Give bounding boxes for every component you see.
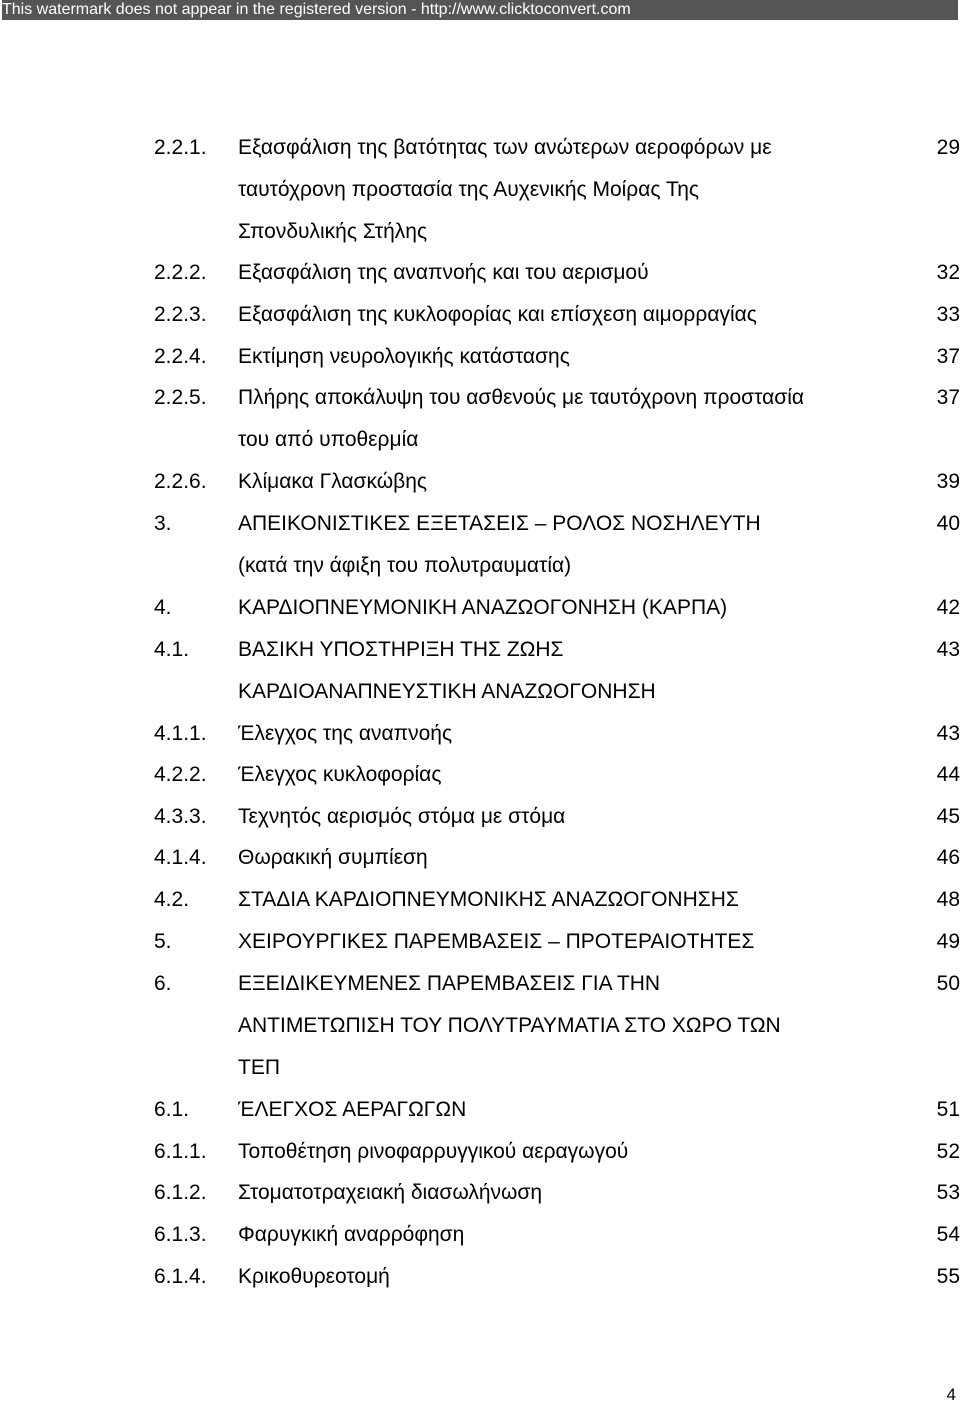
- page-number: 4: [946, 1385, 956, 1404]
- toc-entry-title: ΧΕΙΡΟΥΡΓΙΚΕΣ ΠΑΡΕΜΒΑΣΕΙΣ – ΠΡΟΤΕΡΑΙΟΤΗΤΕΣ: [238, 930, 755, 953]
- toc-entry: [0, 425, 960, 455]
- toc-entry-page: 46: [936, 846, 960, 869]
- toc-entry-number: 2.2.3.: [154, 303, 207, 326]
- toc-entry-number: 6.1.3.: [154, 1223, 207, 1246]
- toc-entry-title: Έλεγχος της αναπνοής: [238, 722, 453, 745]
- toc-entry-number: 2.2.2.: [154, 261, 207, 284]
- toc-entry-number: 4.: [154, 596, 172, 619]
- toc-entry-number: 6.1.: [154, 1098, 190, 1121]
- toc-entry-page: 43: [936, 638, 960, 661]
- watermark-link[interactable]: http://www.clicktoconvert.com: [420, 1, 631, 18]
- toc-entry-number: 5.: [154, 930, 172, 953]
- toc-entry-page: 33: [936, 303, 960, 326]
- toc-entry-page: 37: [936, 345, 960, 368]
- toc-entry: [0, 969, 960, 999]
- toc-entry: [0, 509, 960, 539]
- toc-entry-title: Φαρυγκική αναρρόφηση: [238, 1223, 465, 1246]
- toc-entry: [0, 677, 960, 707]
- toc-entry-number: 6.1.4.: [154, 1265, 207, 1288]
- toc-entry-title: του από υποθερμία: [238, 428, 419, 451]
- toc-entry-page: 51: [936, 1098, 960, 1121]
- toc-entry-title: ΚΑΡΔΙΟΑΝΑΠΝΕΥΣΤΙΚΗ ΑΝΑΖΩΟΓΟΝΗΣΗ: [238, 680, 656, 703]
- toc-entry: [0, 635, 960, 665]
- toc-entry-number: 6.1.1.: [154, 1140, 207, 1163]
- toc-entry-title: Στοματοτραχειακή διασωλήνωση: [238, 1181, 543, 1204]
- toc-entry: [0, 133, 960, 163]
- toc-entry: [0, 1220, 960, 1250]
- toc-entry: [0, 175, 960, 205]
- toc-entry-number: 6.1.2.: [154, 1181, 207, 1204]
- toc-entry-page: 48: [936, 888, 960, 911]
- toc-entry: [0, 551, 960, 581]
- toc-entry-number: 3.: [154, 512, 172, 535]
- toc-entry: [0, 1011, 960, 1041]
- toc-entry-page: 29: [936, 136, 960, 159]
- toc-entry-page: 50: [936, 972, 960, 995]
- toc-entry-page: 55: [936, 1265, 960, 1288]
- toc-entry-number: 2.2.5.: [154, 386, 207, 409]
- toc-entry-page: 54: [936, 1223, 960, 1246]
- toc-entry-page: 52: [936, 1140, 960, 1163]
- toc-entry: [0, 383, 960, 413]
- toc-entry: [0, 927, 960, 957]
- toc-entry-page: 32: [936, 261, 960, 284]
- toc-entry-title: Τοποθέτηση ρινοφαρρυγγικού αεραγωγού: [238, 1140, 629, 1163]
- toc-entry-title: ΤΕΠ: [238, 1056, 280, 1079]
- toc-entry-number: 4.1.4.: [154, 846, 207, 869]
- toc-entry-title: Εκτίμηση νευρολογικής κατάστασης: [238, 345, 570, 368]
- toc-entry-page: 44: [936, 763, 960, 786]
- toc-entry: [0, 300, 960, 330]
- toc-entry-title: Κρικοθυρεοτομή: [238, 1265, 390, 1288]
- watermark-banner: [2, 0, 958, 20]
- toc-entry-number: 4.2.2.: [154, 763, 207, 786]
- toc-entry-title: ΕΞΕΙΔΙΚΕΥΜΕΝΕΣ ΠΑΡΕΜΒΑΣΕΙΣ ΓΙΑ ΤΗΝ: [238, 972, 661, 995]
- toc-entry-number: 4.1.1.: [154, 722, 207, 745]
- toc-entry-page: 42: [936, 596, 960, 619]
- toc-entry-title: ΣΤΑΔΙΑ ΚΑΡΔΙΟΠΝΕΥΜΟΝΙΚΗΣ ΑΝΑΖΩΟΓΟΝΗΣΗΣ: [238, 888, 739, 911]
- toc-entry: [0, 1053, 960, 1083]
- toc-entry-number: 2.2.4.: [154, 345, 207, 368]
- toc-entry-title: Εξασφάλιση της βατότητας των ανώτερων αεροφόρων με: [238, 136, 772, 159]
- toc-entry: [0, 217, 960, 247]
- toc-entry: [0, 258, 960, 288]
- toc-entry-page: 43: [936, 722, 960, 745]
- toc-entry-title: (κατά την άφιξη του πολυτραυματία): [238, 554, 572, 577]
- toc-entry: [0, 1178, 960, 1208]
- toc-entry-title: ΈΛΕΓΧΟΣ ΑΕΡΑΓΩΓΩΝ: [238, 1098, 467, 1121]
- toc-entry-title: ΒΑΣΙΚΗ ΥΠΟΣΤΗΡΙΞΗ ΤΗΣ ΖΩΗΣ: [238, 638, 564, 661]
- toc-entry-page: 40: [936, 512, 960, 535]
- toc-entry-page: 37: [936, 386, 960, 409]
- toc-entry-title: Εξασφάλιση της κυκλοφορίας και επίσχεση αιμορραγίας: [238, 303, 757, 326]
- toc-entry: [0, 1095, 960, 1125]
- toc-entry-title: Σπονδυλικής Στήλης: [238, 220, 428, 243]
- toc-entry-number: 4.1.: [154, 638, 190, 661]
- toc-entry-title: ΑΠΕΙΚΟΝΙΣΤΙΚΕΣ ΕΞΕΤΑΣΕΙΣ – ΡΟΛΟΣ ΝΟΣΗΛΕΥΤΗ: [238, 512, 761, 535]
- toc-entry: [0, 1137, 960, 1167]
- toc-entry: [0, 802, 960, 832]
- toc-entry-title: Θωρακική συμπίεση: [238, 846, 428, 869]
- toc-entry: [0, 885, 960, 915]
- toc-entry: [0, 760, 960, 790]
- toc-entry-number: 4.3.3.: [154, 805, 207, 828]
- toc-entry: [0, 719, 960, 749]
- toc-entry-title: Έλεγχος κυκλοφορίας: [238, 763, 442, 786]
- toc-entry-page: 53: [936, 1181, 960, 1204]
- toc-entry-title: ΚΑΡΔΙΟΠΝΕΥΜΟΝΙΚΗ ΑΝΑΖΩΟΓΟΝΗΣΗ (ΚΑΡΠΑ): [238, 596, 728, 619]
- toc-entry: [0, 342, 960, 372]
- toc-entry-title: ΑΝΤΙΜΕΤΩΠΙΣΗ ΤΟΥ ΠΟΛΥΤΡΑΥΜΑΤΙΑ ΣΤΟ ΧΩΡΟ ΤΩΝ: [238, 1014, 781, 1037]
- toc-entry-title: ταυτόχρονη προστασία της Αυχενικής Μοίρας Της: [238, 178, 700, 201]
- toc-entry-page: 49: [936, 930, 960, 953]
- toc-entry-title: Εξασφάλιση της αναπνοής και του αερισμού: [238, 261, 649, 284]
- toc-entry-title: Κλίμακα Γλασκώβης: [238, 470, 427, 493]
- toc-entry-page: 39: [936, 470, 960, 493]
- toc-entry: [0, 843, 960, 873]
- toc-entry-page: 45: [936, 805, 960, 828]
- toc-entry-title: Τεχνητός αερισμός στόμα με στόμα: [238, 805, 566, 828]
- toc-entry-title: Πλήρης αποκάλυψη του ασθενούς με ταυτόχρονη προστασία: [238, 386, 805, 409]
- toc-entry: [0, 1262, 960, 1292]
- toc-entry-number: 2.2.6.: [154, 470, 207, 493]
- toc-entry-number: 4.2.: [154, 888, 190, 911]
- toc-entry-number: 6.: [154, 972, 172, 995]
- toc-entry-number: 2.2.1.: [154, 136, 207, 159]
- toc-entry: [0, 467, 960, 497]
- watermark-text: This watermark does not appear in the registered version -: [2, 1, 421, 18]
- toc-entry: [0, 593, 960, 623]
